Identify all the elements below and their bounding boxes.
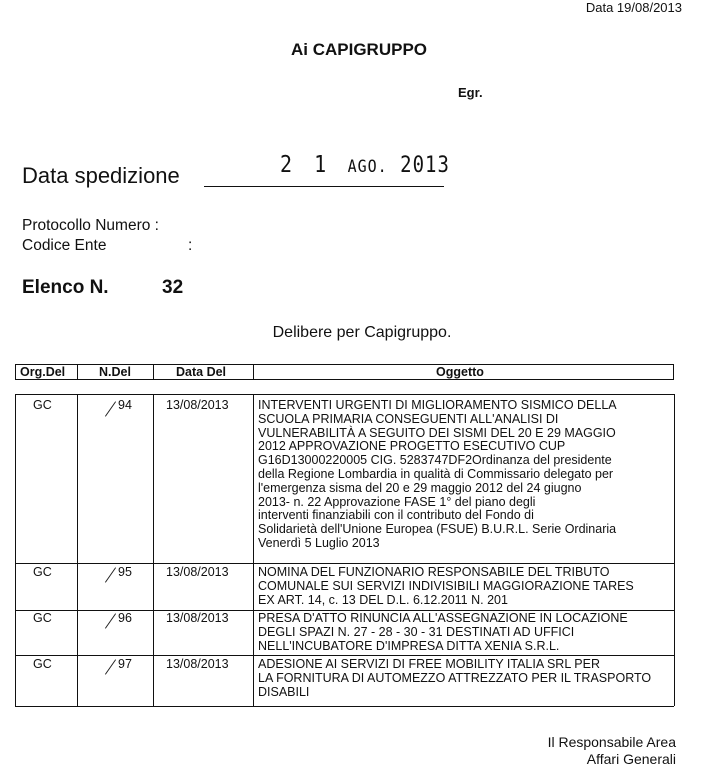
column-header-org: Org.Del [20, 365, 66, 379]
row-subject: NOMINA DEL FUNZIONARIO RESPONSABILE DEL TRIBUTO COMUNALE SUI SERVIZI INDIVISIBILI MAGGIORAZIONE TARES EX ART. 14, c. 13 DEL D.L. 6.12.2011 N. 201 [258, 565, 634, 607]
shipment-date-line [204, 186, 444, 187]
row-org: GC [33, 611, 52, 625]
document-title: Ai CAPIGRUPPO [290, 40, 428, 59]
list-label: Elenco N. [22, 277, 109, 298]
row-num: 94 [118, 398, 132, 412]
row-org: GC [33, 657, 52, 671]
row-subject: PRESA D'ATTO RINUNCIA ALL'ASSEGNAZIONE IN LOCAZIONE DEGLI SPAZI N. 27 - 28 - 30 - 31 DESTINATI AD UFFICI NELL'INCUBATORE D'IMPRESA DITTA XENIA S.R.L. [258, 611, 628, 653]
column-header-date: Data Del [176, 365, 227, 379]
recipient-salutation: Egr. [458, 85, 483, 100]
list-subtitle: Delibere per Capigruppo. [272, 324, 452, 341]
protocol-number-label: Protocollo Numero : [22, 217, 159, 234]
list-number: 32 [162, 277, 184, 298]
stamp-day: 2 1 [280, 150, 332, 178]
stamp-year: 2013 [400, 152, 450, 178]
row-num: 97 [118, 657, 132, 671]
row-num: 96 [118, 611, 132, 625]
column-header-num: N.Del [99, 365, 131, 379]
row-date: 13/08/2013 [166, 398, 229, 412]
shipment-date-label: Data spedizione [22, 163, 180, 188]
signature-department: Affari Generali [586, 751, 676, 767]
stamp-month: AGO. [347, 155, 388, 177]
row-date: 13/08/2013 [166, 657, 229, 671]
entity-code-colon: : [188, 237, 193, 254]
row-subject: ADESIONE AI SERVIZI DI FREE MOBILITY ITALIA SRL PER LA FORNITURA DI AUTOMEZZO ATTREZZATO PER IL TRASPORTO DISABILI [258, 657, 652, 699]
entity-code-label: Codice Ente [22, 237, 107, 254]
date-stamp [280, 150, 450, 178]
row-date: 13/08/2013 [166, 611, 229, 625]
row-date: 13/08/2013 [166, 565, 229, 579]
row-org: GC [33, 398, 52, 412]
column-header-subject: Oggetto [436, 365, 484, 379]
row-subject: INTERVENTI URGENTI DI MIGLIORAMENTO SISMICO DELLA SCUOLA PRIMARIA CONSEGUENTI ALL'ANALISI DI VULNERABILITÀ A SEGUITO DEI SISMI DEL 20 E 29 MAGGIO 2012 APPROVAZIONE PROGETTO ESECUTIVO CUP G16D13000220005 CIG. 5283747DF2Ordinanza del presidente della Regione Lombardia in qualità di Commissario delegato per l'emergenza sisma del 20 e 29 maggio 2012 del 24 giugno 2013- n. 22 Approvazione FASE 1° del piano degli interventi finanziabili con il contributo del Fondo di Solidarietà dell'Unione Europea (FSUE) B.U.R.L. Serie Ordinaria Venerdì 5 Luglio 2013 [258, 398, 617, 550]
row-org: GC [33, 565, 52, 579]
signature-role: Il Responsabile Area [547, 734, 676, 750]
row-num: 95 [118, 565, 132, 579]
document-date: Data 19/08/2013 [585, 0, 682, 15]
